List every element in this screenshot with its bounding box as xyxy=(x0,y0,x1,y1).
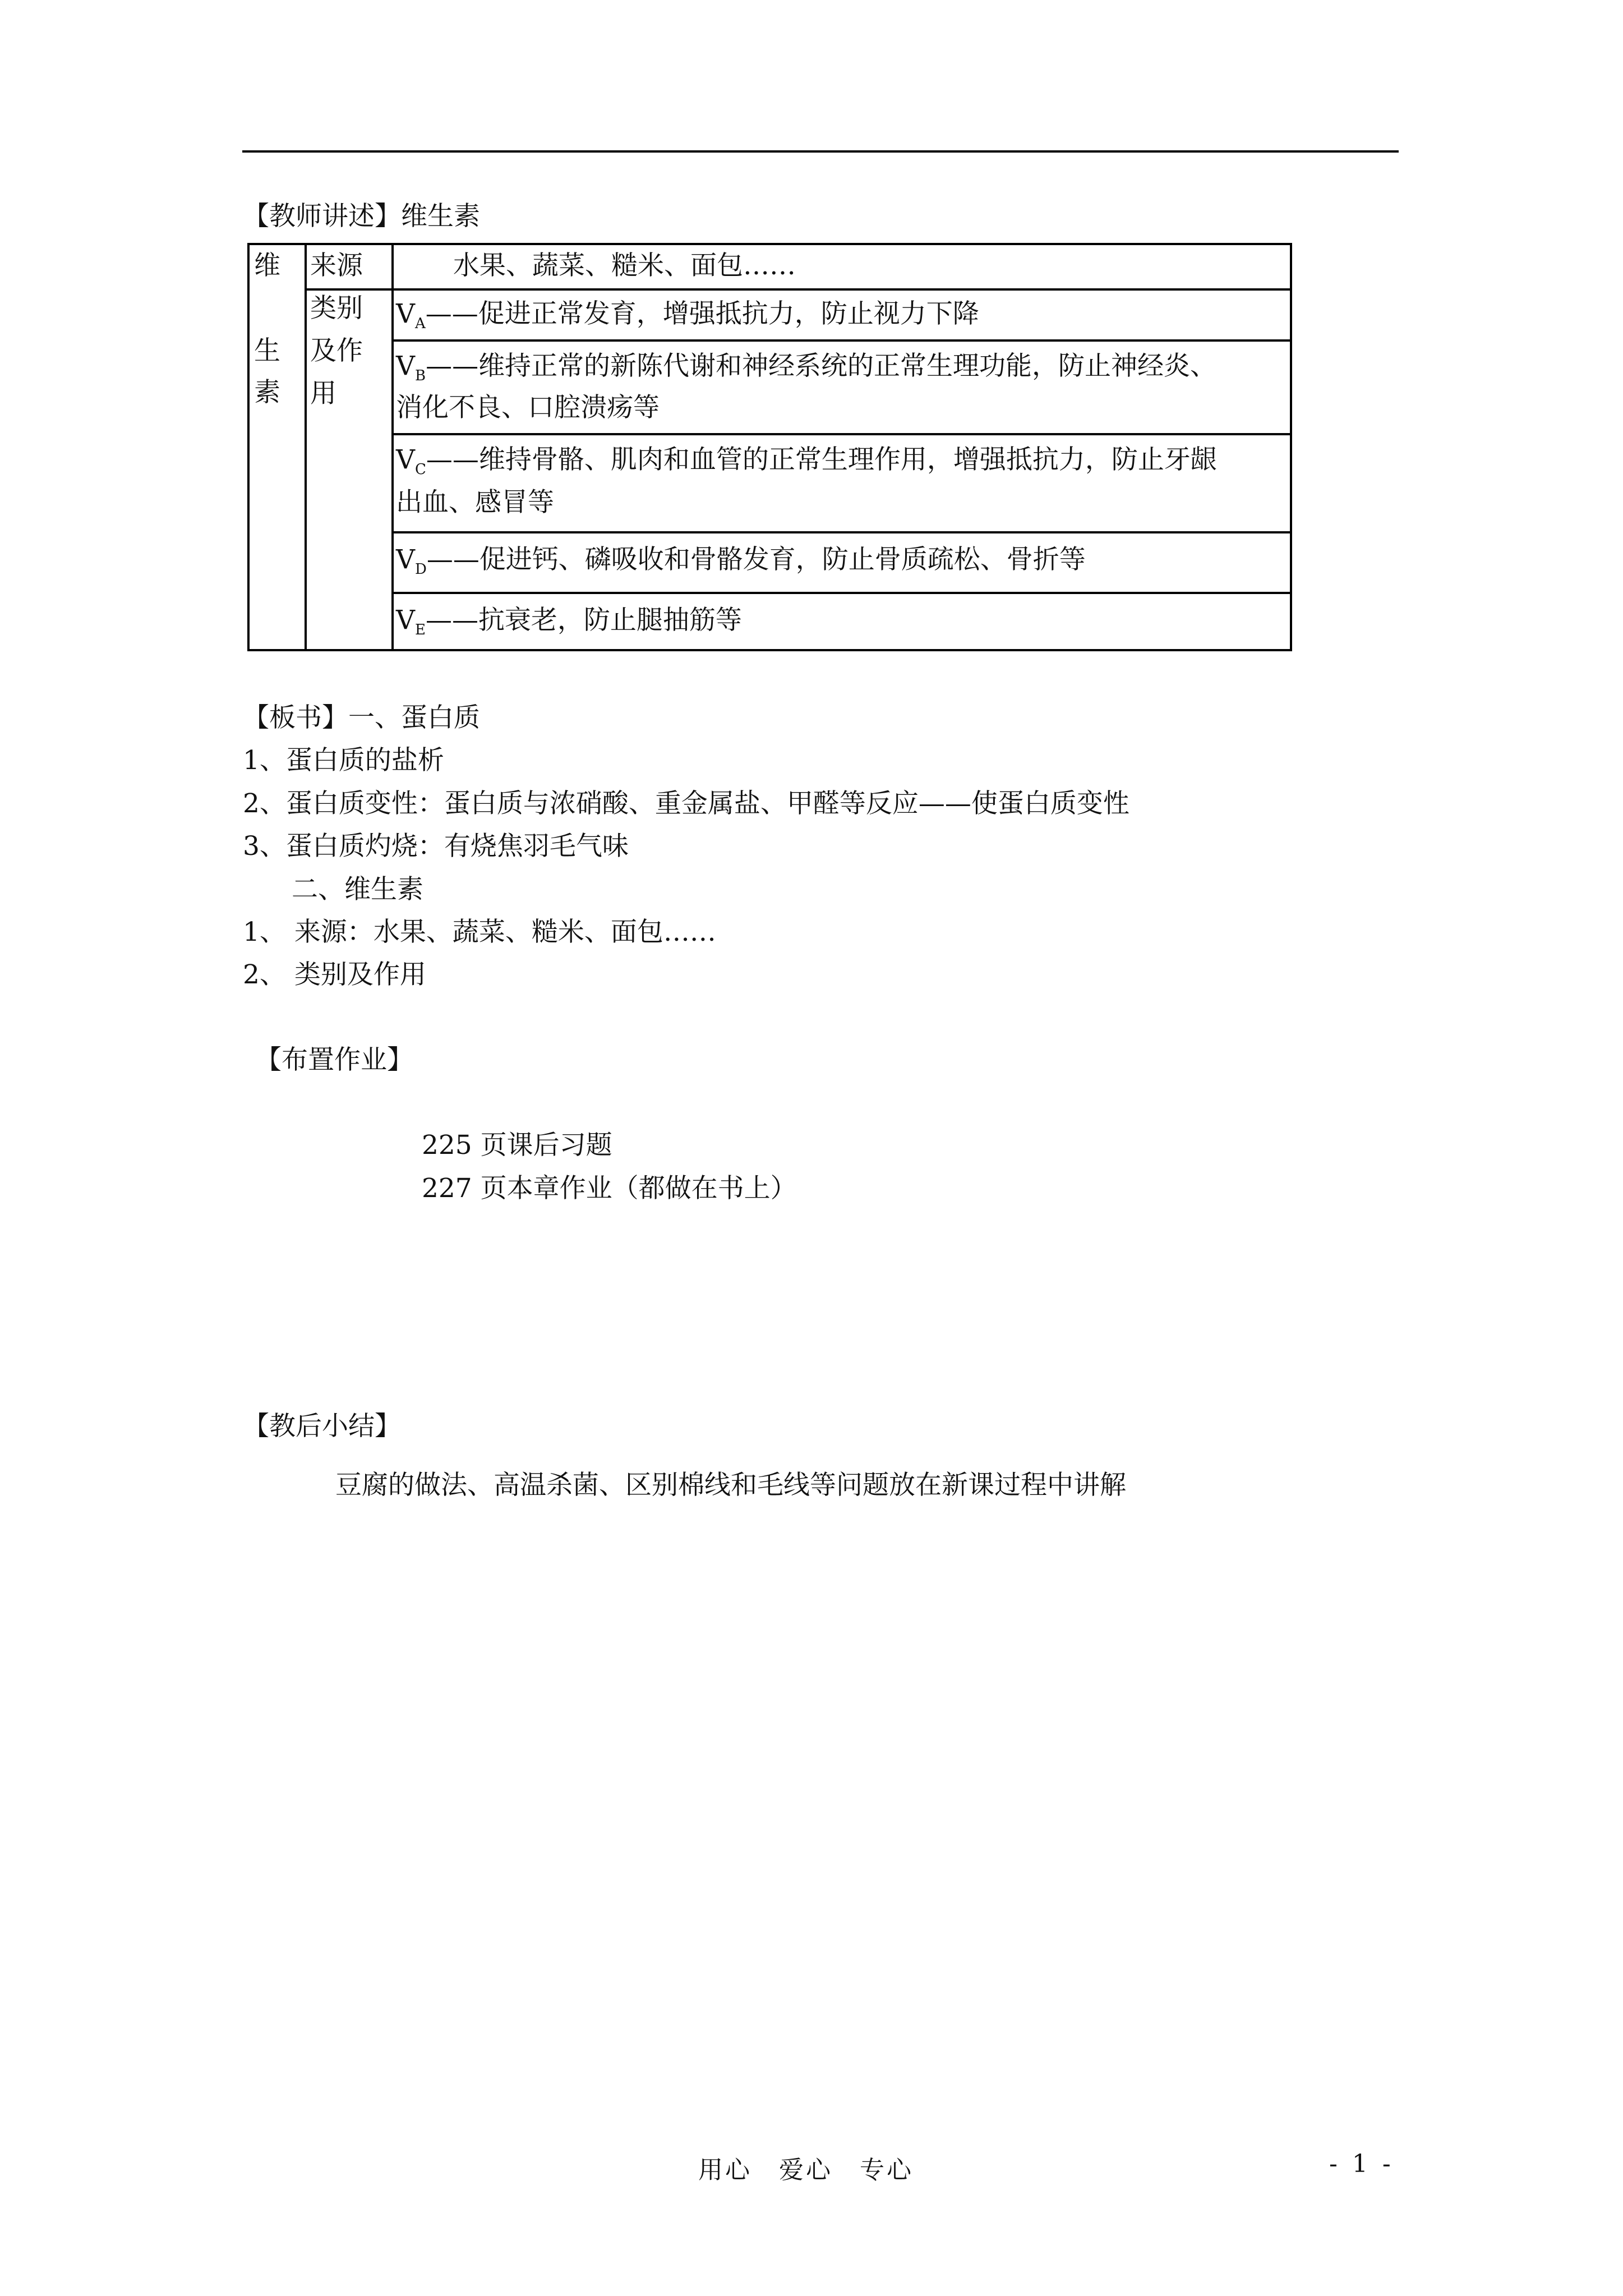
homework-item: 227 页本章作业（都做在书上） xyxy=(422,1173,797,1204)
vitamin-description: ——维持骨骼、肌肉和血管的正常生理作用，增强抵抗力，防止牙龈 xyxy=(426,444,1217,475)
row-header-char: 素 xyxy=(254,377,280,408)
table-row-divider xyxy=(391,592,1292,594)
table-col-divider xyxy=(391,243,394,651)
header-rule xyxy=(242,150,1399,153)
homework-heading: 【布置作业】 xyxy=(255,1045,413,1075)
section-heading: 【教师讲述】维生素 xyxy=(243,201,480,232)
vitamin-table xyxy=(247,243,1292,651)
vitamin-description: ——维持正常的新陈代谢和神经系统的正常生理功能，防止神经炎、 xyxy=(426,351,1217,381)
row-header-char: 生 xyxy=(254,335,280,366)
homework-item: 225 页课后习题 xyxy=(422,1130,612,1161)
vitamin-letter: V xyxy=(396,544,415,575)
vitamin-a-entry xyxy=(396,293,979,344)
summary-heading: 【教后小结】 xyxy=(243,1411,401,1442)
vitamin-letter: V xyxy=(396,605,415,636)
board-line: 3、蛋白质灼烧：有烧焦羽毛气味 xyxy=(243,831,629,862)
vitamin-subscript: E xyxy=(414,622,426,638)
table-row-divider xyxy=(305,288,1292,291)
page-number: - 1 - xyxy=(1329,2150,1394,2178)
types-label-line: 类别 xyxy=(310,293,363,324)
table-row-divider xyxy=(391,433,1292,435)
vitamin-subscript: A xyxy=(414,315,426,332)
vitamin-subscript: D xyxy=(414,561,427,578)
row-header-char: 维 xyxy=(254,250,280,281)
vitamin-e-entry xyxy=(396,600,742,651)
vitamin-subscript: B xyxy=(414,367,426,384)
types-label-line: 用 xyxy=(310,378,336,409)
source-value: 水果、蔬菜、糙米、面包…… xyxy=(453,250,796,281)
board-line: 1、 来源：水果、蔬菜、糙米、面包…… xyxy=(243,917,716,947)
source-label: 来源 xyxy=(310,250,363,281)
vitamin-d-entry xyxy=(396,539,1086,590)
vitamin-letter: V xyxy=(396,298,415,329)
vitamin-description: ——促进钙、磷吸收和骨骼发育，防止骨质疏松、骨折等 xyxy=(426,544,1086,575)
table-border-left xyxy=(247,243,250,651)
vitamin-c-continuation: 出血、感冒等 xyxy=(396,487,554,518)
table-row-divider xyxy=(391,531,1292,533)
vitamin-letter: V xyxy=(396,444,415,475)
table-col-divider xyxy=(305,243,307,651)
board-line: 2、 类别及作用 xyxy=(243,959,426,990)
board-line: 2、蛋白质变性：蛋白质与浓硝酸、重金属盐、甲醛等反应——使蛋白质变性 xyxy=(243,788,1129,819)
types-label-line: 及作 xyxy=(310,335,363,366)
vitamin-description: ——抗衰老，防止腿抽筋等 xyxy=(425,605,742,636)
table-border-right xyxy=(1290,243,1292,651)
vitamin-description: ——促进正常发育，增强抵抗力，防止视力下降 xyxy=(425,298,979,329)
board-heading: 【板书】一、蛋白质 xyxy=(243,702,480,733)
vitamin-b-continuation: 消化不良、口腔溃疡等 xyxy=(396,392,660,423)
board-subheading: 二、维生素 xyxy=(292,874,423,905)
summary-text: 豆腐的做法、高温杀菌、区别棉线和毛线等问题放在新课过程中讲解 xyxy=(335,1470,1126,1501)
board-line: 1、蛋白质的盐析 xyxy=(243,745,444,776)
vitamin-letter: V xyxy=(396,351,415,381)
vitamin-subscript: C xyxy=(414,461,426,478)
footer-motto: 用心 爱心 专心 xyxy=(698,2156,914,2184)
